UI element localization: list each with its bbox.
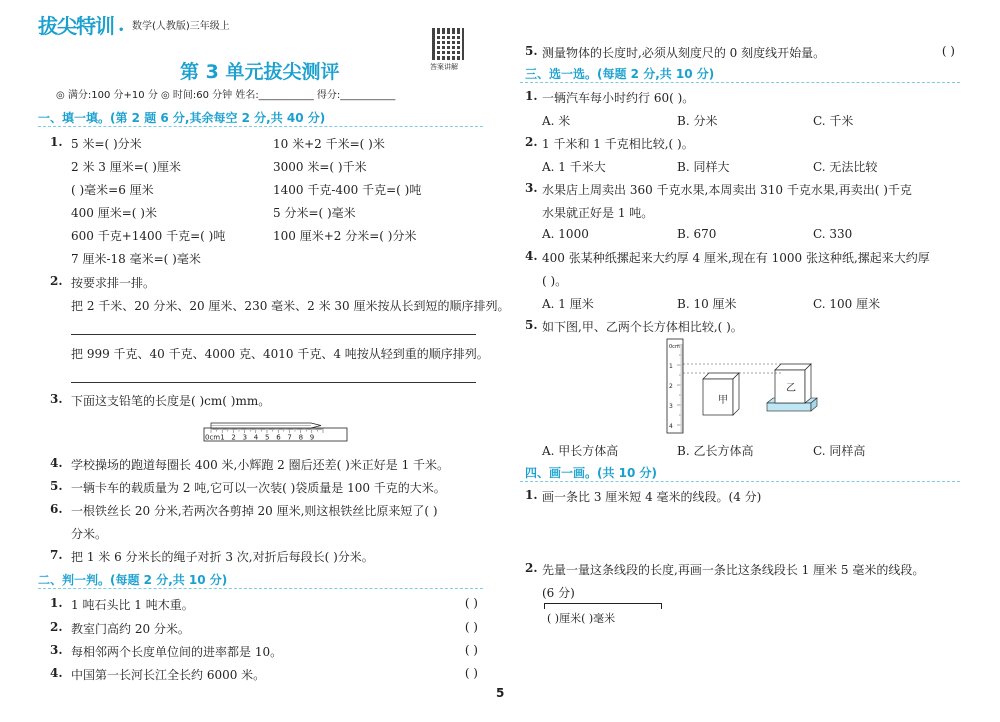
judge-number: 1. [50, 596, 63, 610]
q6-text-cont: 分米。 [71, 527, 108, 541]
q1-item: 400 厘米=( )米 [71, 206, 157, 220]
choice-option[interactable]: B. 分米 [677, 114, 718, 128]
q2-number: 2. [50, 274, 63, 288]
q1-item: 1400 千克-400 千克=( )吨 [273, 183, 422, 197]
ruler-label: 2 [669, 383, 673, 390]
choice-option[interactable]: B. 同样大 [677, 160, 730, 174]
q1-item: 100 厘米+2 分米=( )分米 [273, 229, 417, 243]
choice-option[interactable]: C. 千米 [813, 114, 854, 128]
draw-text: 画一条比 3 厘米短 4 毫米的线段。(4 分) [542, 490, 762, 504]
choice-text: 400 张某种纸摞起来大约厚 4 厘米,现在有 1000 张这种纸,摞起来大约厚 [542, 251, 930, 265]
choice-option[interactable]: C. 330 [813, 227, 853, 241]
q1-item: 10 米+2 千米=( )米 [273, 137, 385, 151]
q4-number: 4. [50, 456, 63, 470]
choice-text: 1 千米和 1 千克相比较,( )。 [542, 137, 694, 151]
judge-answer-paren[interactable]: ( ) [464, 596, 478, 610]
cuboid-comparison-figure [665, 337, 825, 437]
ruler-label: 4 [253, 433, 259, 442]
q1-item: 5 分米=( )毫米 [273, 206, 356, 220]
choice-option[interactable]: A. 1 千米大 [542, 160, 606, 174]
cuboid-label-b: 乙 [786, 383, 796, 394]
q1-item: 600 千克+1400 千克=( )吨 [71, 229, 226, 243]
measure-answer[interactable]: ( )厘米( )毫米 [547, 612, 616, 625]
judge-answer-paren[interactable]: ( ) [464, 666, 478, 680]
ruler-label: 4 [669, 423, 673, 430]
subject-label: 数学(人教版)三年级上 [132, 21, 230, 32]
section-draw: 四、画一画。(共 10 分) [525, 466, 658, 480]
judge-text: 1 吨石头比 1 吨木重。 [71, 598, 194, 612]
choice-option[interactable]: A. 1 厘米 [542, 297, 594, 311]
choice-number: 3. [525, 181, 538, 195]
choice-option[interactable]: C. 无法比较 [813, 160, 878, 174]
q6-text: 一根铁丝长 20 分米,若两次各剪掉 20 厘米,则这根铁丝比原来短了( ) [71, 504, 438, 518]
page-number: 5 [496, 686, 505, 700]
choice-option[interactable]: B. 670 [677, 227, 717, 241]
ruler-label: 3 [669, 403, 673, 410]
section-divider [520, 481, 960, 482]
measure-segment [544, 603, 662, 609]
choice-option[interactable]: C. 100 厘米 [813, 297, 881, 311]
judge-answer-paren[interactable]: ( ) [464, 620, 478, 634]
ruler-label: 8 [298, 433, 304, 442]
judge-number: 2. [50, 620, 63, 634]
ruler-label: 6 [276, 433, 281, 442]
section-fill-in: 一、填一填。(第 2 题 6 分,其余每空 2 分,共 40 分) [38, 111, 326, 125]
qr-caption: 答案讲解 [430, 63, 458, 71]
judge-text: 教室门高约 20 分米。 [71, 622, 190, 636]
choice-option[interactable]: C. 同样高 [813, 444, 866, 458]
choice-number: 1. [525, 89, 538, 103]
ruler-label: 0cm [205, 433, 221, 442]
judge-number: 5. [525, 44, 538, 58]
section-divider [38, 588, 483, 589]
ruler-label: 1 [220, 433, 225, 442]
judge-text: 每相邻两个长度单位间的进率都是 10。 [71, 645, 283, 659]
choice-option[interactable]: A. 甲长方体高 [542, 444, 619, 458]
judge-answer-paren[interactable]: ( ) [464, 643, 478, 657]
right-column [520, 0, 960, 722]
section-divider [38, 126, 483, 127]
q2-text: 按要求排一排。 [71, 276, 156, 290]
q2-part-a: 把 2 千米、20 分米、20 厘米、230 毫米、2 米 30 厘米按从长到短的顺序排列。 [71, 299, 510, 313]
q1-number: 1. [50, 135, 63, 149]
choice-number: 4. [525, 249, 538, 263]
cuboid-figure-svg [665, 337, 825, 437]
q1-item: 3000 米=( )千米 [273, 160, 367, 174]
choice-text-cont: ( )。 [542, 274, 568, 288]
q6-number: 6. [50, 502, 63, 516]
ruler-label: 7 [287, 433, 292, 442]
cuboid-label-a: 甲 [718, 395, 728, 406]
pencil-ruler-svg [203, 420, 348, 442]
exam-meta: ◎ 满分:100 分+10 分 ◎ 时间:60 分钟 姓名:___________ 得分:___________ [56, 90, 396, 101]
q5-text: 一辆卡车的载质量为 2 吨,它可以一次装( )袋质量是 100 千克的大米。 [71, 481, 446, 495]
draw-number: 1. [525, 488, 538, 502]
ruler-label: 0cm [669, 344, 680, 350]
ruler-label: 2 [231, 433, 236, 442]
q4-text: 学校操场的跑道每圈长 400 米,小辉跑 2 圈后还差( )米正好是 1 千米。 [71, 458, 450, 472]
left-column [38, 0, 510, 722]
answer-line[interactable] [71, 382, 476, 383]
section-choice: 三、选一选。(每题 2 分,共 10 分) [525, 67, 715, 81]
q3-text: 下面这支铅笔的长度是( )cm( )mm。 [71, 394, 271, 408]
choice-text-cont: 水果就正好是 1 吨。 [542, 206, 654, 220]
q1-item: 7 厘米-18 毫米=( )毫米 [71, 252, 201, 266]
answer-line[interactable] [71, 334, 476, 335]
choice-text: 水果店上周卖出 360 千克水果,本周卖出 310 千克水果,再卖出( )千克 [542, 183, 912, 197]
ruler-label: 1 [669, 363, 673, 370]
q1-item: 2 米 3 厘米=( )厘米 [71, 160, 181, 174]
choice-number: 5. [525, 318, 538, 332]
draw-points: (6 分) [542, 586, 575, 600]
ruler-label: 9 [309, 433, 315, 442]
q2-part-b: 把 999 千克、40 千克、4000 克、4010 千克、4 吨按从轻到重的顺序排列。 [71, 347, 489, 361]
judge-answer-paren[interactable]: ( ) [941, 44, 955, 58]
judge-text: 测量物体的长度时,必须从刻度尺的 0 刻度线开始量。 [542, 46, 826, 60]
ruler-label: 3 [242, 433, 248, 442]
q7-number: 7. [50, 548, 63, 562]
q7-text: 把 1 米 6 分米长的绳子对折 3 次,对折后每段长( )分米。 [71, 550, 374, 564]
page-title: 第 3 单元拔尖测评 [180, 61, 340, 83]
section-judge: 二、判一判。(每题 2 分,共 10 分) [38, 573, 228, 587]
choice-number: 2. [525, 135, 538, 149]
q1-item: 5 米=( )分米 [71, 137, 142, 151]
ruler-label: 5 [265, 433, 270, 442]
choice-option[interactable]: B. 10 厘米 [677, 297, 737, 311]
judge-number: 4. [50, 666, 63, 680]
brand-logo: 拔尖特训 • [38, 14, 124, 38]
q5-number: 5. [50, 479, 63, 493]
choice-text: 如下图,甲、乙两个长方体相比较,( )。 [542, 320, 743, 334]
choice-option[interactable]: A. 1000 [542, 227, 589, 241]
judge-number: 3. [50, 643, 63, 657]
choice-text: 一辆汽车每小时约行 60( )。 [542, 91, 695, 105]
judge-text: 中国第一长河长江全长约 6000 米。 [71, 668, 266, 682]
draw-number: 2. [525, 561, 538, 575]
choice-option[interactable]: A. 米 [542, 114, 571, 128]
q1-item: ( )毫米=6 厘米 [71, 183, 154, 197]
choice-option[interactable]: B. 乙长方体高 [677, 444, 754, 458]
draw-text: 先量一量这条线段的长度,再画一条比这条线段长 1 厘米 5 毫米的线段。 [542, 563, 925, 577]
pencil-ruler-figure [203, 420, 348, 442]
q3-number: 3. [50, 392, 63, 406]
section-divider [520, 82, 960, 83]
